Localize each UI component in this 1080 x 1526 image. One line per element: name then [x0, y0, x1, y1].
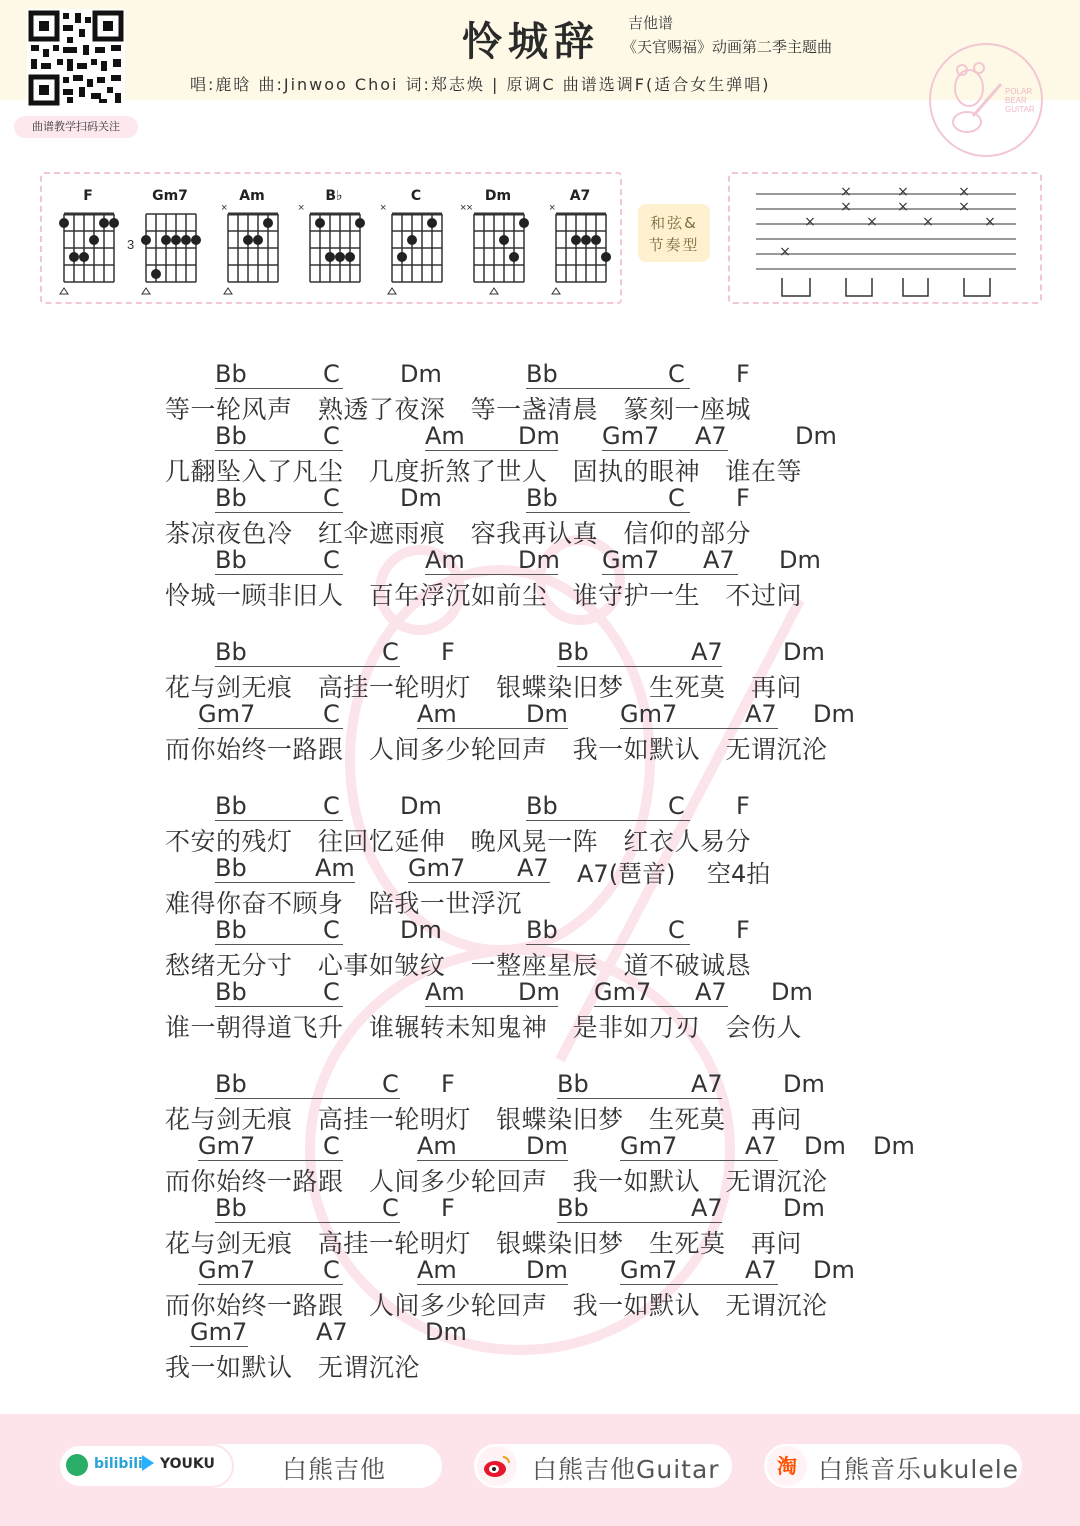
- svg-text:×: ×: [221, 202, 228, 214]
- svg-text:×: ×: [380, 202, 387, 214]
- chord-label: Am: [425, 978, 465, 1006]
- lyric-line: [0, 422, 1080, 484]
- song-subtitle: 《天官赐福》动画第二季主题曲: [622, 38, 833, 56]
- lyric-text: 难得你奋不顾身 陪我一世浮沉: [165, 889, 522, 918]
- lyric-line: [0, 854, 1080, 916]
- chord-diagram-a7: [544, 186, 616, 296]
- chord-name: B♭: [325, 188, 343, 204]
- chord-label: C: [323, 1256, 340, 1284]
- lyric-text: 等一轮风声 熟透了夜深 等一盏清晨 篆刻一座城: [165, 395, 752, 424]
- chord-label: Dm: [873, 1132, 915, 1160]
- chord-underline: [215, 820, 343, 821]
- taobao-icon: 淘: [767, 1446, 807, 1486]
- chord-label: Dm: [518, 422, 560, 450]
- chord-label: C: [668, 792, 685, 820]
- chord-label: C: [668, 360, 685, 388]
- rhythm-label: [638, 204, 710, 262]
- rhythm-tab: [730, 174, 1040, 302]
- chord-label: C: [323, 484, 340, 512]
- chord-label: C: [668, 916, 685, 944]
- chord-label: Gm7: [602, 546, 660, 574]
- chord-label: Dm: [526, 1132, 568, 1160]
- chord-label: Bb: [215, 916, 247, 944]
- chord-underline: [620, 728, 778, 729]
- chord-underline: [215, 512, 343, 513]
- chord-underline: [198, 728, 343, 729]
- lyric-text: 我一如默认 无谓沉沦: [165, 1353, 420, 1382]
- chord-label: Am: [425, 546, 465, 574]
- lyric-line: [0, 360, 1080, 422]
- svg-text:×: ×: [779, 244, 791, 260]
- chord-label: Gm7: [594, 978, 652, 1006]
- chord-label: Bb: [526, 360, 558, 388]
- youku-play-icon: [142, 1455, 154, 1471]
- chord-label: F: [736, 916, 750, 944]
- chord-diagram-panel: [40, 172, 622, 304]
- chord-label: Bb: [215, 422, 247, 450]
- chord-label: Dm: [795, 422, 837, 450]
- chord-diagram-f: [52, 186, 124, 296]
- chord-grid: [462, 186, 534, 296]
- chord-underline: [557, 666, 722, 667]
- chord-label: Dm: [783, 1070, 825, 1098]
- chord-diagram-dm: [462, 186, 534, 296]
- chord-name: A7: [569, 188, 591, 204]
- svg-text:×: ×: [897, 199, 909, 215]
- chord-label: F: [441, 1194, 455, 1222]
- lyric-line: [0, 1070, 1080, 1132]
- chord-underline: [526, 512, 690, 513]
- qr-code[interactable]: [27, 9, 125, 107]
- chord-label: Bb: [215, 978, 247, 1006]
- lyric-text: 怜城一顾非旧人 百年浮沉如前尘 谁守护一生 不过问: [165, 581, 803, 610]
- fret-number: 3: [127, 237, 135, 252]
- chord-underline: [215, 388, 343, 389]
- chord-label: Bb: [215, 854, 247, 882]
- chord-label: Gm7: [602, 422, 660, 450]
- chord-label: A7: [745, 700, 777, 728]
- chord-label: A7: [745, 1256, 777, 1284]
- chord-label: Dm: [518, 546, 560, 574]
- chord-label: A7: [517, 854, 549, 882]
- chord-label: A7(琶音): [577, 860, 676, 888]
- chord-diagram-gm7: [127, 186, 206, 296]
- chord-label: A7: [703, 546, 735, 574]
- lyric-line: [0, 1132, 1080, 1194]
- chord-underline: [417, 1160, 568, 1161]
- chord-underline: [594, 1006, 728, 1007]
- svg-text:×: ×: [804, 214, 816, 230]
- chord-grid: [298, 186, 370, 296]
- chord-underline: [198, 1160, 343, 1161]
- svg-text:×: ×: [958, 184, 970, 200]
- chord-label: Am: [315, 854, 355, 882]
- logo-text-guitar: GUITAR: [1005, 105, 1035, 114]
- svg-text:×: ×: [866, 214, 878, 230]
- chord-label: Gm7: [198, 1256, 256, 1284]
- lyric-text: 而你始终一路跟 人间多少轮回声 我一如默认 无谓沉沦: [165, 735, 828, 764]
- bilibili-logo: bilibili: [94, 1456, 143, 1472]
- chord-label: Bb: [557, 1194, 589, 1222]
- logo-text-bear: BEAR: [1005, 96, 1027, 105]
- chord-label: Gm7: [198, 700, 256, 728]
- chord-label: Dm: [813, 700, 855, 728]
- chord-label: Bb: [215, 792, 247, 820]
- lyric-text: 谁一朝得道飞升 谁辗转未知鬼神 是非如刀刃 会伤人: [165, 1013, 803, 1042]
- chord-underline: [417, 1284, 568, 1285]
- logo-text-polar: POLAR: [1005, 87, 1033, 96]
- chord-label: Bb: [526, 792, 558, 820]
- chord-label: Dm: [783, 638, 825, 666]
- chord-label: A7: [691, 638, 723, 666]
- chord-label: Bb: [215, 1194, 247, 1222]
- page-title: 怜城辞: [462, 19, 600, 65]
- chord-underline: [425, 450, 558, 451]
- chord-underline: [408, 882, 550, 883]
- chord-underline: [215, 574, 343, 575]
- chord-label: Bb: [215, 546, 247, 574]
- chord-underline: [215, 944, 343, 945]
- chord-underline: [215, 1222, 400, 1223]
- chord-underline: [425, 574, 558, 575]
- svg-text:××: ××: [460, 202, 473, 214]
- rhythm-label-line2: 节奏型: [648, 236, 700, 254]
- chord-name: C: [410, 188, 422, 204]
- rhythm-label-line1: 和弦&: [650, 214, 698, 232]
- chord-label: Dm: [783, 1194, 825, 1222]
- lyric-text: 几翻坠入了凡尘 几度折煞了世人 固执的眼神 谁在等: [165, 457, 803, 486]
- chord-label: C: [323, 360, 340, 388]
- chord-underline: [425, 1006, 558, 1007]
- chord-name: Gm7: [152, 188, 188, 204]
- weibo-icon: [477, 1446, 517, 1486]
- chord-label: Gm7: [620, 1256, 678, 1284]
- lyric-line: [0, 1256, 1080, 1318]
- chord-label: 空4拍: [707, 860, 771, 888]
- chord-label: Dm: [518, 978, 560, 1006]
- svg-text:×: ×: [897, 184, 909, 200]
- chord-label: Bb: [215, 1070, 247, 1098]
- chord-label: Gm7: [408, 854, 466, 882]
- lyric-line: [0, 1194, 1080, 1256]
- lyric-line: [0, 1318, 1080, 1380]
- chord-underline: [620, 1284, 778, 1285]
- svg-text:×: ×: [298, 202, 305, 214]
- chord-underline: [417, 728, 568, 729]
- svg-text:×: ×: [549, 202, 556, 214]
- chord-underline: [215, 666, 400, 667]
- chord-label: Dm: [400, 916, 442, 944]
- rhythm-pattern-panel: [728, 172, 1042, 304]
- lyric-text: 花与剑无痕 高挂一轮明灯 银蝶染旧梦 生死莫 再问: [165, 1229, 802, 1258]
- lyric-text: 而你始终一路跟 人间多少轮回声 我一如默认 无谓沉沦: [165, 1291, 828, 1320]
- chord-underline: [602, 450, 728, 451]
- chord-label: Dm: [526, 1256, 568, 1284]
- chord-label: C: [323, 700, 340, 728]
- lyric-line: [0, 916, 1080, 978]
- bilibili-account-name: 白熊吉他: [282, 1455, 387, 1484]
- chord-label: Gm7: [190, 1318, 248, 1346]
- chord-label: Dm: [813, 1256, 855, 1284]
- chord-underline: [557, 1098, 722, 1099]
- chord-label: Bb: [215, 360, 247, 388]
- chord-underline: [602, 574, 738, 575]
- chord-name: Dm: [484, 188, 512, 204]
- chord-grid: [52, 186, 124, 296]
- lyric-text: 愁绪无分寸 心事如皱纹 一整座星辰 道不破诚恳: [165, 951, 752, 980]
- wechat-icon: [66, 1454, 88, 1476]
- chord-grid: [216, 186, 288, 296]
- chord-underline: [190, 1346, 248, 1347]
- chord-underline: [620, 1160, 778, 1161]
- chord-diagram-c: [380, 186, 452, 296]
- chord-underline: [215, 1006, 343, 1007]
- chord-label: C: [323, 792, 340, 820]
- chord-label: Bb: [215, 484, 247, 512]
- lyric-line: [0, 546, 1080, 608]
- chord-label: A7: [745, 1132, 777, 1160]
- chord-label: Am: [417, 700, 457, 728]
- chord-diagram-am: [216, 186, 288, 296]
- lyric-line: [0, 484, 1080, 546]
- chord-label: Dm: [400, 484, 442, 512]
- chord-underline: [526, 944, 690, 945]
- chord-label: Gm7: [198, 1132, 256, 1160]
- lyric-text: 花与剑无痕 高挂一轮明灯 银蝶染旧梦 生死莫 再问: [165, 673, 802, 702]
- chord-label: Dm: [804, 1132, 846, 1160]
- chord-label: Dm: [779, 546, 821, 574]
- chord-label: C: [382, 1070, 399, 1098]
- lyric-text: 花与剑无痕 高挂一轮明灯 银蝶染旧梦 生死莫 再问: [165, 1105, 802, 1134]
- chord-label: Bb: [557, 638, 589, 666]
- chord-label: A7: [691, 1070, 723, 1098]
- chord-name: Am: [239, 188, 265, 204]
- chord-underline: [526, 820, 690, 821]
- chord-label: C: [323, 422, 340, 450]
- chord-label: C: [382, 1194, 399, 1222]
- lyric-text: 而你始终一路跟 人间多少轮回声 我一如默认 无谓沉沦: [165, 1167, 828, 1196]
- qr-code-graphic: [27, 9, 125, 107]
- chord-label: A7: [691, 1194, 723, 1222]
- chord-label: A7: [695, 978, 727, 1006]
- chord-label: F: [736, 792, 750, 820]
- chord-diagram-bb: [298, 186, 370, 296]
- chord-label: Bb: [526, 916, 558, 944]
- chord-label: Bb: [215, 638, 247, 666]
- chord-grid: [544, 186, 616, 296]
- qr-caption: 曲谱教学扫码关注: [14, 116, 138, 138]
- chord-label: Bb: [557, 1070, 589, 1098]
- chord-label: F: [441, 1070, 455, 1098]
- chord-label: Dm: [400, 360, 442, 388]
- chord-grid: [127, 186, 206, 296]
- chord-label: Am: [417, 1132, 457, 1160]
- chord-underline: [557, 1222, 722, 1223]
- chord-label: C: [323, 546, 340, 574]
- lyric-line: [0, 792, 1080, 854]
- chord-label: F: [441, 638, 455, 666]
- svg-text:×: ×: [958, 199, 970, 215]
- chord-grid: [380, 186, 452, 296]
- chord-label: Dm: [425, 1318, 467, 1346]
- chord-label: Am: [425, 422, 465, 450]
- chord-underline: [215, 882, 355, 883]
- chord-label: Gm7: [620, 1132, 678, 1160]
- lyric-line: [0, 638, 1080, 700]
- chord-underline: [215, 1098, 400, 1099]
- chord-label: Dm: [526, 700, 568, 728]
- chord-label: F: [736, 484, 750, 512]
- youku-logo: YOUKU: [160, 1456, 215, 1472]
- chord-underline: [215, 450, 343, 451]
- chord-label: C: [323, 978, 340, 1006]
- chord-label: Dm: [400, 792, 442, 820]
- chord-label: C: [323, 916, 340, 944]
- chord-underline: [526, 388, 690, 389]
- lyric-text: 茶凉夜色冷 红伞遮雨痕 容我再认真 信仰的部分: [165, 519, 752, 548]
- chord-label: C: [323, 1132, 340, 1160]
- lyric-line: [0, 978, 1080, 1040]
- lyric-line: [0, 700, 1080, 762]
- chord-label: C: [668, 484, 685, 512]
- chord-label: F: [736, 360, 750, 388]
- chord-label: Gm7: [620, 700, 678, 728]
- weibo-account-name: 白熊吉他Guitar: [532, 1455, 720, 1484]
- svg-text:×: ×: [984, 214, 996, 230]
- chord-underline: [198, 1284, 343, 1285]
- svg-text:×: ×: [840, 199, 852, 215]
- sheet-type-label: 吉他谱: [628, 14, 674, 32]
- lyric-text: 不安的残灯 往回忆延伸 晚风晃一阵 红衣人易分: [165, 827, 752, 856]
- svg-text:×: ×: [840, 184, 852, 200]
- song-credits: 唱:鹿晗 曲:Jinwoo Choi 词:郑志焕 | 原调C 曲谱选调F(适合女生弹唱): [190, 75, 771, 94]
- polar-bear-guitar-logo: [929, 36, 1043, 160]
- svg-text:×: ×: [922, 214, 934, 230]
- chord-name: F: [83, 188, 93, 204]
- chord-label: Am: [417, 1256, 457, 1284]
- chord-label: A7: [316, 1318, 348, 1346]
- taobao-account-name: 白熊音乐ukulele: [818, 1455, 1020, 1484]
- chord-label: A7: [695, 422, 727, 450]
- chord-label: C: [382, 638, 399, 666]
- chord-label: Bb: [526, 484, 558, 512]
- chord-label: Dm: [771, 978, 813, 1006]
